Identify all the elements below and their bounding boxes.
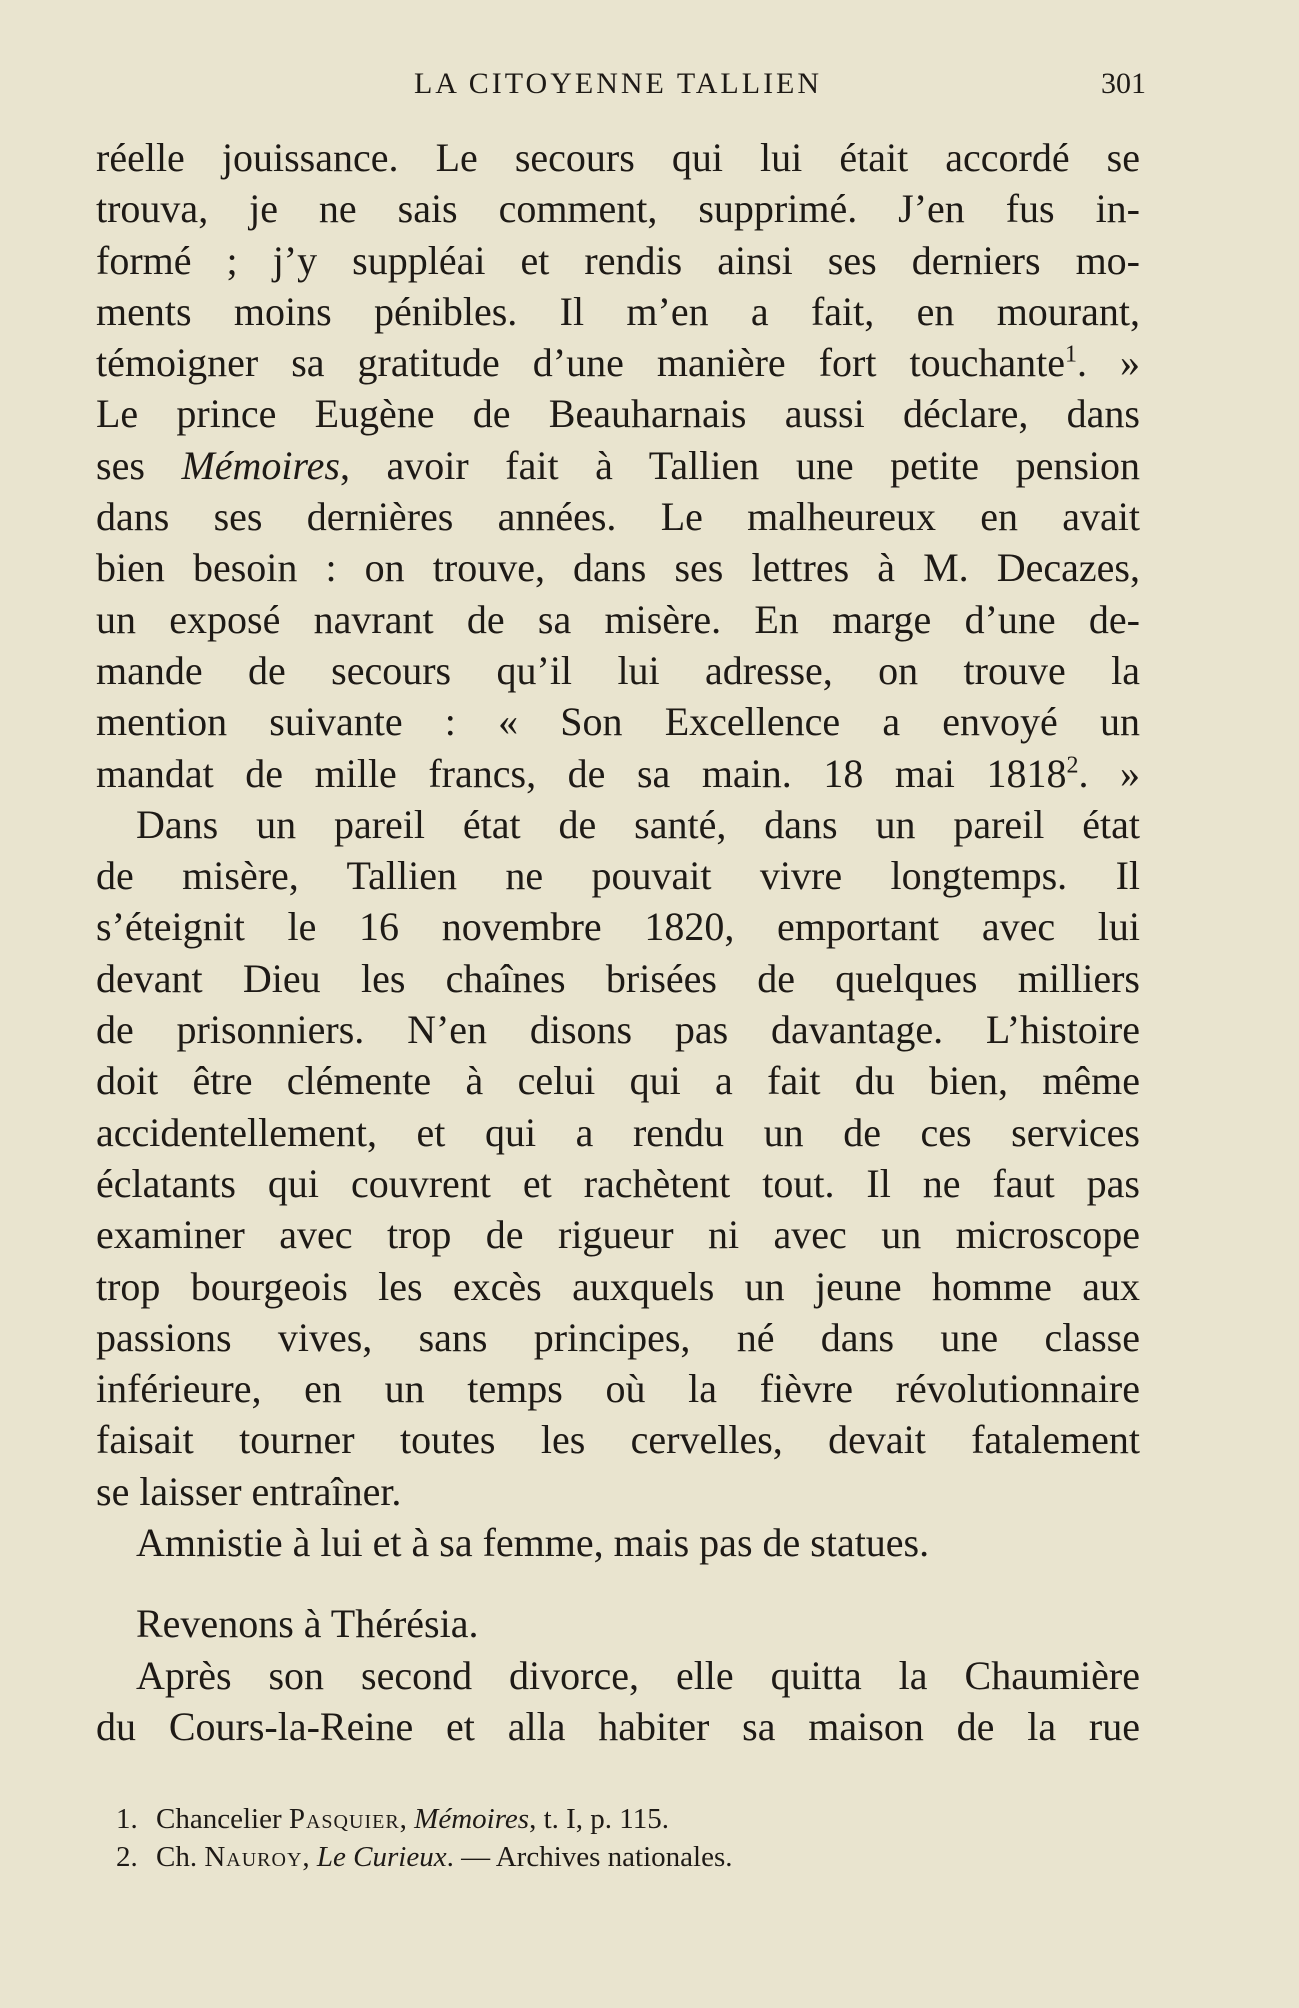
running-header [96, 62, 1146, 106]
text-line: Revenons à Thérésia. [136, 1601, 479, 1647]
footnote-number: 2. [116, 1841, 138, 1873]
text-line: inférieure, en un temps où la fièvre révolutionnaire [96, 1366, 1140, 1412]
paragraph-5 [96, 1650, 1140, 1753]
footnote-text: Ch. [156, 1841, 205, 1873]
text-line [96, 440, 1140, 491]
text-run: témoigner sa gratitude d’une manière fort touchante [96, 340, 1065, 386]
footnote-title: Le Curieux [316, 1841, 447, 1873]
paragraph-4 [96, 1598, 1140, 1649]
text-line: du Cours-la-Reine et alla habiter sa maison de la rue [96, 1703, 1140, 1749]
text-run: . » [1076, 340, 1140, 386]
footnote-1 [96, 1800, 1140, 1838]
footnote-text: , t. I, p. 115. [529, 1803, 669, 1835]
text-line: éclatants qui couvrent et rachètent tout. Il ne faut pas [96, 1160, 1140, 1206]
text-line: accidentellement, et qui a rendu un de ces services [96, 1109, 1140, 1155]
footnote-author: Pasquier [288, 1803, 400, 1835]
text-line: mention suivante : « Son Excellence a envoyé un [96, 699, 1140, 745]
text-run: mandat de mille francs, de sa main. 18 mai 1818 [96, 750, 1067, 796]
text-line: Le prince Eugène de Beauharnais aussi déclare, dans [96, 391, 1140, 437]
text-line: Amnistie à lui et à sa femme, mais pas de statues. [136, 1520, 930, 1566]
footnote-number: 1. [116, 1803, 138, 1835]
text-line: passions vives, sans principes, né dans une classe [96, 1314, 1140, 1360]
text-line: dans ses dernières années. Le malheureux en avait [96, 494, 1140, 540]
text-line: trouva, je ne sais comment, supprimé. J’en fus in- [96, 186, 1140, 232]
footnote-text: , [302, 1841, 317, 1873]
text-line: Dans un pareil état de santé, dans un pareil état [136, 801, 1140, 847]
running-title: LA CITOYENNE TALLIEN [413, 67, 823, 100]
paragraph-2 [96, 799, 1140, 1517]
text-line: faisait tourner toutes les cervelles, devait fatalement [96, 1417, 1140, 1463]
text-line: doit être clémente à celui qui a fait du bien, même [96, 1058, 1140, 1104]
text-line: Après son second divorce, elle quitta la Chaumière [136, 1652, 1140, 1698]
text-line: trop bourgeois les excès auxquels un jeune homme aux [96, 1263, 1140, 1309]
text-line: de prisonniers. N’en disons pas davantage. L’histoire [96, 1007, 1140, 1053]
text-run: ses [96, 442, 182, 488]
text-line: bien besoin : on trouve, dans ses lettres à M. Decazes, [96, 545, 1140, 591]
footnote-text: . — Archives nationales. [446, 1841, 733, 1873]
text-line: ments moins pénibles. Il m’en a fait, en mourant, [96, 288, 1140, 334]
text-line [96, 337, 1140, 388]
paragraph-3 [96, 1517, 1140, 1568]
footnote-2 [96, 1838, 1140, 1876]
text-line: examiner avec trop de rigueur ni avec un microscope [96, 1212, 1140, 1258]
text-line: mande de secours qu’il lui adresse, on trouve la [96, 647, 1140, 693]
page-number: 301 [1101, 67, 1146, 100]
footnotes [96, 1800, 1140, 1876]
section-gap [96, 1568, 1140, 1598]
text-line: formé ; j’y suppléai et rendis ainsi ses derniers mo- [96, 237, 1140, 283]
text-line: devant Dieu les chaînes brisées de quelques milliers [96, 955, 1140, 1001]
footnote-title: Mémoires [414, 1803, 530, 1835]
text-run: , avoir fait à Tallien une petite pension [339, 442, 1141, 488]
footnote-text: , [399, 1803, 415, 1835]
body-text [96, 132, 1140, 1752]
footnote-ref: 2 [1066, 752, 1079, 779]
text-line: s’éteignit le 16 novembre 1820, emportant avec lui [96, 904, 1140, 950]
text-run: . » [1078, 750, 1140, 796]
text-line: se laisser entraîner. [96, 1468, 402, 1514]
footnote-ref: 1 [1064, 341, 1077, 368]
footnote-author: Nauroy [204, 1841, 303, 1873]
text-line: réelle jouissance. Le secours qui lui était accordé se [96, 135, 1140, 180]
text-line [96, 748, 1140, 799]
footnote-text: Chancelier [156, 1803, 289, 1835]
text-line: de misère, Tallien ne pouvait vivre longtemps. Il [96, 853, 1140, 899]
text-line: un exposé navrant de sa misère. En marge d’une de- [96, 596, 1140, 642]
paragraph-1 [96, 132, 1140, 799]
italic-title: Mémoires [181, 442, 340, 488]
